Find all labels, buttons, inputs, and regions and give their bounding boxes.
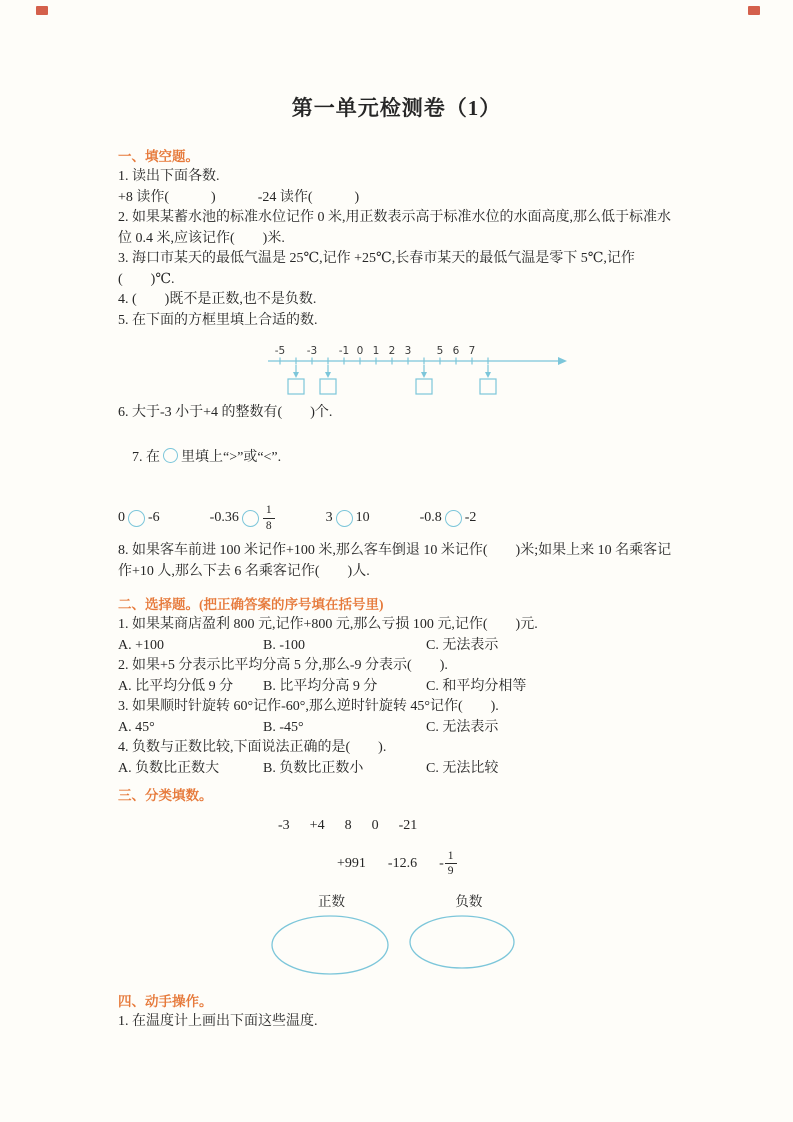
option-c: C. 无法比较 xyxy=(426,760,499,776)
option-a: A. 负数比正数大 xyxy=(118,760,220,776)
tick-label: 0 xyxy=(356,345,364,357)
s2-q1-options xyxy=(118,636,675,657)
tick-label: -5 xyxy=(274,345,286,357)
pair-left: -0.36 xyxy=(209,510,239,525)
classify-number: 8 xyxy=(344,818,352,833)
fraction xyxy=(445,850,457,877)
number-line-svg xyxy=(266,337,568,399)
box-pointer-arrowhead xyxy=(421,372,427,378)
negative-set-ellipse xyxy=(410,916,514,968)
classify-number: 0 xyxy=(371,818,379,833)
corner-mark-left xyxy=(36,6,48,15)
classify-number: -12.6 xyxy=(387,855,418,871)
option-b: B. -45° xyxy=(263,719,304,735)
option-a: A. +100 xyxy=(118,637,165,653)
s2-q2: 2. 如果+5 分表示比平均分高 5 分,那么-9 分表示( ). xyxy=(118,658,448,673)
classify-labels xyxy=(318,893,675,911)
s1-q4: 4. ( )既不是正数,也不是负数. xyxy=(118,292,317,307)
option-b: B. -100 xyxy=(263,637,305,653)
s2-q4-options xyxy=(118,759,675,780)
option-c: C. 无法表示 xyxy=(426,719,499,735)
classify-numbers-row1 xyxy=(278,816,675,837)
comparison-circle xyxy=(445,510,462,527)
comparison-pair xyxy=(210,504,276,531)
s1-q3-line2: ( )℃. xyxy=(118,271,175,287)
s1-q3-line1: 3. 海口市某天的最低气温是 25℃,记作 +25℃,长春市某天的最低气温是零下 5℃,记作 xyxy=(118,251,635,266)
page-title: 第一单元检测卷（1） xyxy=(291,96,502,120)
s1-q7-after: 里填上“>”或“<”. xyxy=(181,450,282,465)
box-pointer-arrowhead xyxy=(325,372,331,378)
tick-label: 6 xyxy=(452,345,460,357)
option-c: C. 无法表示 xyxy=(426,637,499,653)
pair-right: -6 xyxy=(148,510,160,525)
box-pointer-arrowhead xyxy=(485,372,491,378)
s1-q2-line2: 位 0.4 米,应该记作( )米. xyxy=(118,230,285,246)
s1-q1-line2: +8 读作( ) -24 读作( ) xyxy=(118,189,360,205)
positive-set-label: 正数 xyxy=(318,893,345,909)
classify-number: +991 xyxy=(337,855,366,871)
fraction-numerator: 1 xyxy=(445,850,457,864)
option-c: C. 和平均分相等 xyxy=(426,678,527,694)
s2-q3-options xyxy=(118,718,675,739)
corner-mark-right xyxy=(748,6,760,15)
classify-number: -21 xyxy=(398,818,418,833)
comparison-circle xyxy=(336,510,353,527)
tick-label: 7 xyxy=(468,345,476,357)
number-line-figure xyxy=(266,337,675,399)
pair-right: -2 xyxy=(464,510,477,525)
fraction-denominator: 8 xyxy=(265,519,272,532)
fraction xyxy=(263,504,275,531)
classify-number: -3 xyxy=(278,818,290,833)
s1-q6: 6. 大于-3 小于+4 的整数有( )个. xyxy=(118,405,333,420)
classify-number-fraction xyxy=(439,850,457,877)
option-b: B. 比平均分高 9 分 xyxy=(263,678,378,694)
s1-q5: 5. 在下面的方框里填上合适的数. xyxy=(118,312,318,328)
s2-q2-options xyxy=(118,677,675,698)
section4-header: 四、动手操作。 xyxy=(118,993,213,1009)
option-a: A. 比平均分低 9 分 xyxy=(118,678,234,694)
tick-label: 5 xyxy=(436,345,444,357)
comparison-circle xyxy=(128,510,145,527)
section2-header: 二、选择题。(把正确答案的序号填在括号里) xyxy=(118,597,384,612)
pair-left: 0 xyxy=(118,510,125,525)
tick-label: 2 xyxy=(388,345,396,357)
axis-arrowhead xyxy=(558,357,567,365)
comparison-row xyxy=(118,503,675,533)
pair-left: 3 xyxy=(325,510,333,525)
answer-box xyxy=(288,379,304,394)
tick-label: 3 xyxy=(404,345,412,357)
s4-q1: 1. 在温度计上画出下面这些温度. xyxy=(118,1013,318,1029)
fraction-numerator: 1 xyxy=(263,504,275,518)
s2-q3: 3. 如果顺时针旋转 60°记作-60°,那么逆时针旋转 45°记作( ). xyxy=(118,699,499,714)
comparison-pair xyxy=(326,510,370,527)
tick-label: -3 xyxy=(306,345,318,357)
answer-box xyxy=(480,379,496,394)
classify-numbers-row2 xyxy=(337,849,675,879)
comparison-pair xyxy=(118,510,160,527)
box-pointer-arrowhead xyxy=(293,372,299,378)
pair-right: 10 xyxy=(355,510,370,525)
classify-ellipses-figure xyxy=(250,911,675,979)
classify-number: +4 xyxy=(309,818,325,833)
fraction-sign: - xyxy=(439,855,444,871)
comparison-circle xyxy=(242,510,259,527)
option-a: A. 45° xyxy=(118,719,155,735)
s1-q8-line1: 8. 如果客车前进 100 米记作+100 米,那么客车倒退 10 米记作( )米;如果上来 10 名乘客记 xyxy=(118,543,672,558)
s1-q1-line1: 1. 读出下面各数. xyxy=(118,169,220,184)
s1-q8-line2: 作+10 人,那么下去 6 名乘客记作( )人. xyxy=(118,563,370,579)
comparison-circle-inline xyxy=(163,448,178,463)
answer-box xyxy=(320,379,336,394)
s1-q2-line1: 2. 如果某蓄水池的标准水位记作 0 米,用正数表示高于标准水位的水面高度,那么低于标准水 xyxy=(118,210,671,225)
s1-q7-before: 7. 在 xyxy=(132,450,160,465)
classify-figure xyxy=(118,893,675,979)
option-b: B. 负数比正数小 xyxy=(263,760,364,776)
s1-q7 xyxy=(118,428,675,490)
comparison-pair xyxy=(420,510,477,527)
section3-header: 三、分类填数。 xyxy=(118,788,213,803)
classify-ellipses-svg xyxy=(250,911,580,979)
fraction-denominator: 9 xyxy=(447,865,454,877)
section1-header: 一、填空题。 xyxy=(118,149,199,164)
answer-box xyxy=(416,379,432,394)
s2-q4: 4. 负数与正数比较,下面说法正确的是( ). xyxy=(118,740,387,755)
tick-label: -1 xyxy=(338,345,350,357)
positive-set-ellipse xyxy=(272,916,388,974)
s2-q1: 1. 如果某商店盈利 800 元,记作+800 元,那么亏损 100 元,记作( )元. xyxy=(118,617,538,632)
negative-set-label: 负数 xyxy=(455,893,483,909)
tick-label: 1 xyxy=(372,345,380,357)
pair-left: -0.8 xyxy=(419,510,442,525)
